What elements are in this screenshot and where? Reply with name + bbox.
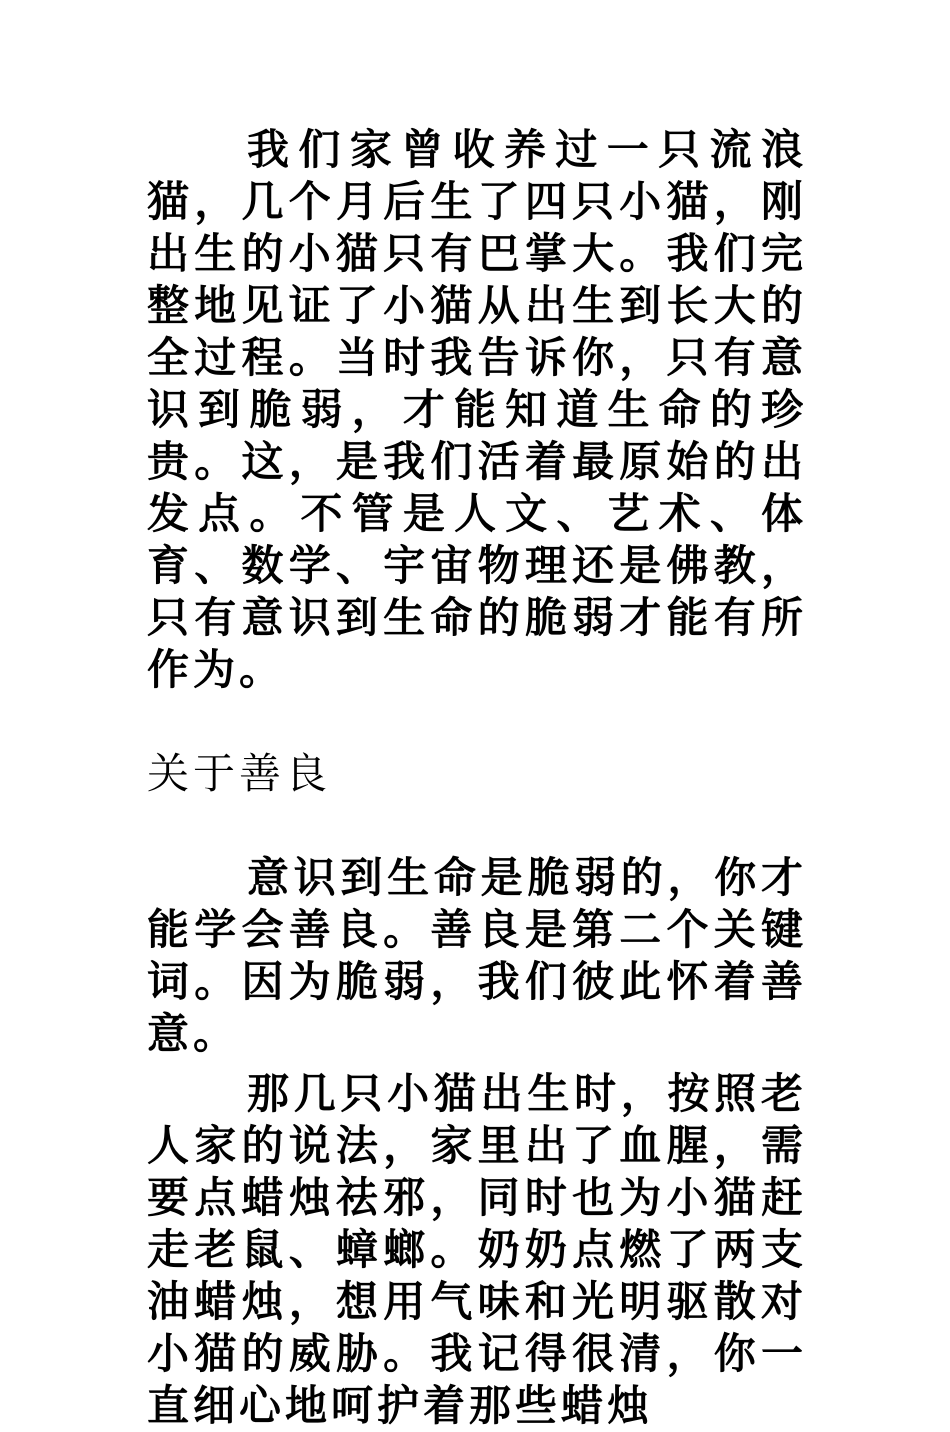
section-heading: 关于善良: [147, 749, 332, 798]
paragraph-stray-cat: 我们家曾收养过一只流浪猫，几个月后生了四只小猫，刚出生的小猫只有巴掌大。我们完整地见证了小猫从出生到长大的全过程。当时我告诉你，只有意识到脆弱，才能知道生命的珍贵。这，是我们活着最原始的出发点。不管是人文、艺术、体育、数学、宇宙物理还是佛教，只有意识到生命的脆弱才能有所作为。: [147, 125, 807, 694]
document-body: [147, 124, 807, 1432]
paragraph-kindness: 意识到生命是脆弱的，你才能学会善良。善良是第二个关键词。因为脆弱，我们彼此怀着善意。: [147, 853, 807, 1058]
paragraph-candles: 那几只小猫出生时，按照老人家的说法，家里出了血腥，需要点蜡烛祛邪，同时也为小猫赶走老鼠、蟑螂。奶奶点燃了两支油蜡烛，想用气味和光明驱散对小猫的威胁。我记得很清，你一直细心地呵护着那些蜡烛: [147, 1069, 807, 1430]
